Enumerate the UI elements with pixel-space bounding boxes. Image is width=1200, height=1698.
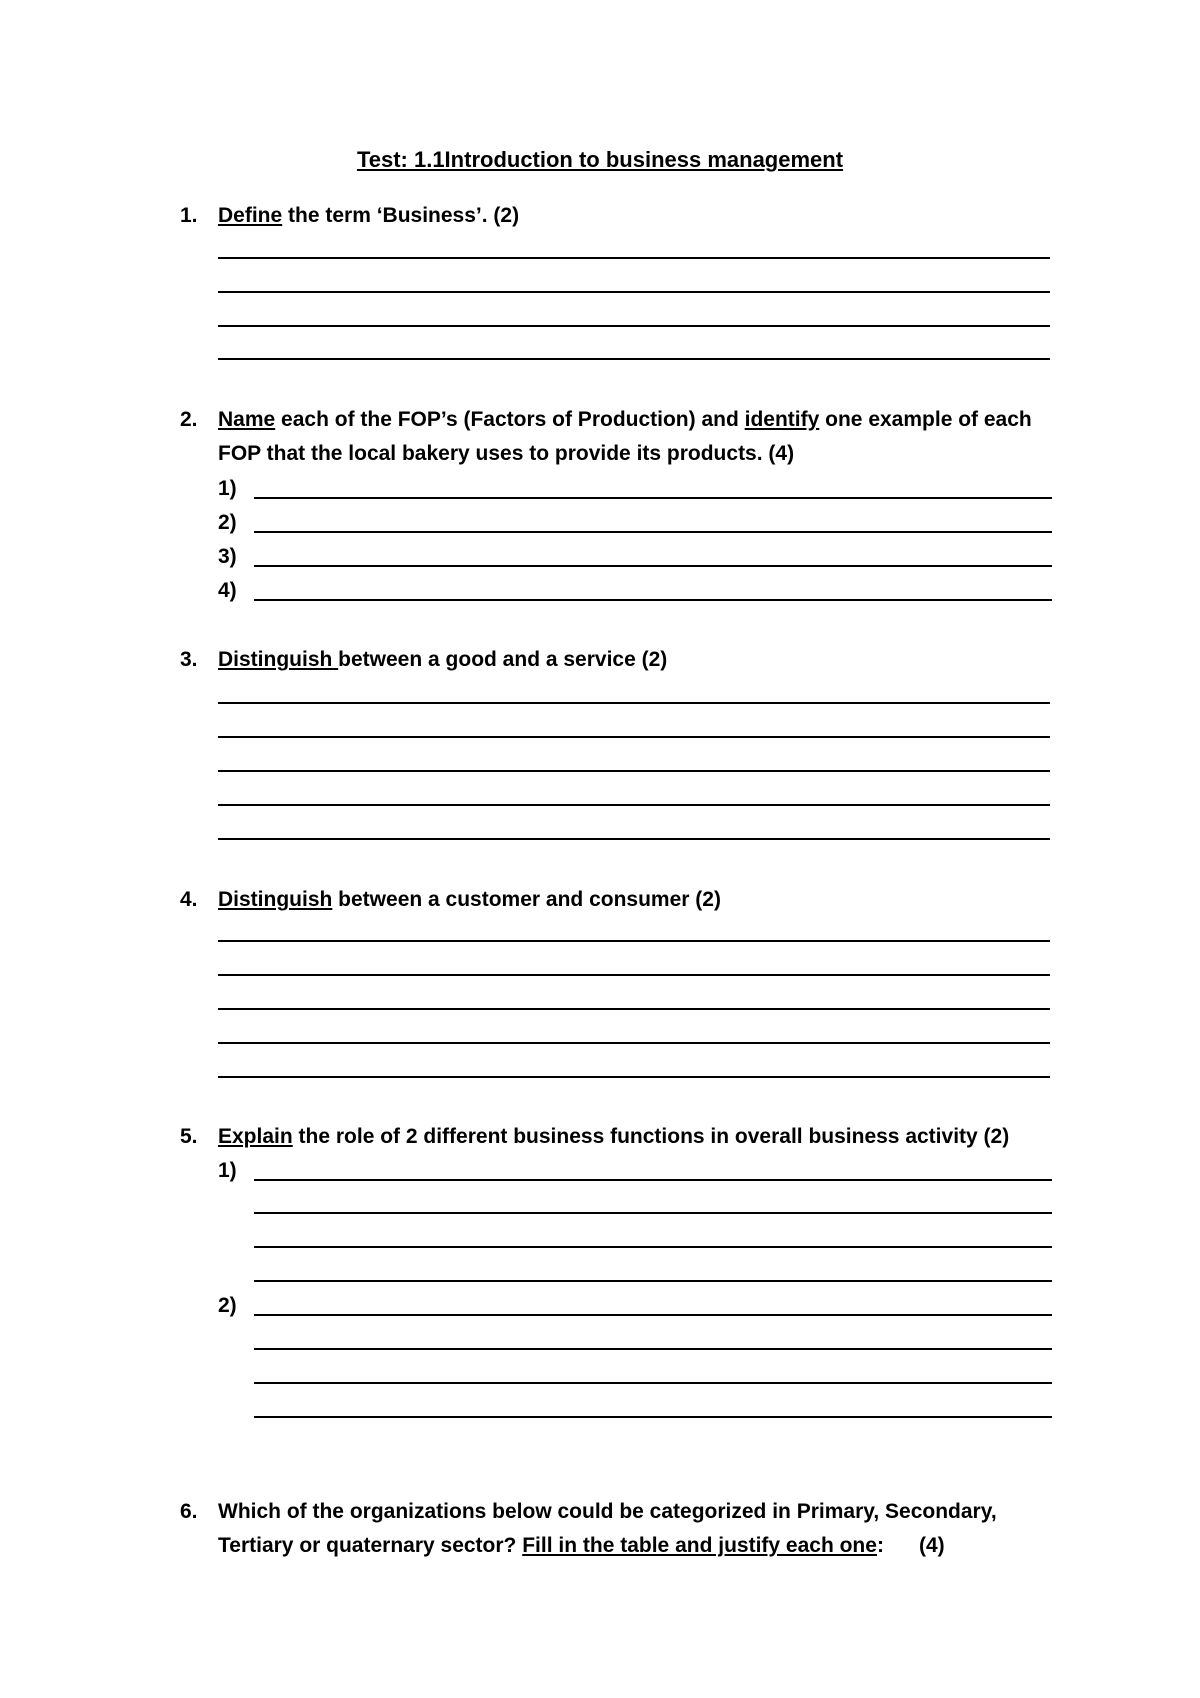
answer-line[interactable] xyxy=(218,838,1050,840)
answer-line[interactable] xyxy=(218,257,1050,259)
question-number: 1. xyxy=(180,204,198,227)
answer-line[interactable] xyxy=(218,1042,1050,1044)
answer-line[interactable] xyxy=(254,1314,1052,1316)
command-verb: identify xyxy=(744,408,820,431)
answer-line[interactable] xyxy=(254,1416,1052,1418)
answer-line[interactable] xyxy=(218,736,1050,738)
instruction-text: Fill in the table and justify each one xyxy=(522,1534,877,1557)
answer-label: 1) xyxy=(218,477,237,500)
question-number: 4. xyxy=(180,888,198,911)
answer-label: 2) xyxy=(218,1294,237,1317)
question-number: 6. xyxy=(180,1500,198,1523)
question-3 xyxy=(180,643,1060,677)
question-4 xyxy=(180,883,1060,917)
answer-line[interactable] xyxy=(254,565,1052,567)
answer-line[interactable] xyxy=(218,358,1050,360)
question-text: between a good and a service (2) xyxy=(338,648,668,671)
question-2 xyxy=(180,403,1060,471)
question-text: Which of the organizations below could be categorized in Primary, Secondary, xyxy=(218,1500,997,1523)
page-title: Test: 1.1Introduction to business management xyxy=(356,147,844,172)
question-text: between a customer and consumer (2) xyxy=(332,888,721,911)
command-verb: Distinguish xyxy=(218,888,333,911)
command-verb: Define xyxy=(218,204,283,227)
command-verb: Explain xyxy=(218,1125,293,1148)
answer-line[interactable] xyxy=(254,1179,1052,1181)
question-text: the term ‘Business’. (2) xyxy=(282,204,520,227)
question-text: each of the FOP’s (Factors of Production) and xyxy=(275,408,745,431)
answer-line[interactable] xyxy=(218,1008,1050,1010)
question-text: one example of each xyxy=(819,408,1032,431)
answer-label: 2) xyxy=(218,511,237,534)
answer-line[interactable] xyxy=(254,1382,1052,1384)
question-text: FOP that the local bakery uses to provide its products. (4) xyxy=(218,442,795,465)
question-text: the role of 2 different business functions in overall business activity (2) xyxy=(292,1125,1010,1148)
answer-line[interactable] xyxy=(218,325,1050,327)
question-5 xyxy=(180,1120,1060,1154)
command-verb: Distinguish xyxy=(218,648,339,671)
answer-line[interactable] xyxy=(254,1212,1052,1214)
answer-line[interactable] xyxy=(254,531,1052,533)
answer-line[interactable] xyxy=(254,1280,1052,1282)
question-6 xyxy=(180,1495,1060,1563)
answer-line[interactable] xyxy=(254,1348,1052,1350)
answer-line[interactable] xyxy=(218,940,1050,942)
question-text: : (4) xyxy=(876,1534,945,1557)
answer-label: 4) xyxy=(218,579,237,602)
answer-line[interactable] xyxy=(218,804,1050,806)
answer-line[interactable] xyxy=(254,599,1052,601)
answer-line[interactable] xyxy=(254,1246,1052,1248)
answer-label: 1) xyxy=(218,1159,237,1182)
answer-line[interactable] xyxy=(254,497,1052,499)
answer-line[interactable] xyxy=(218,702,1050,704)
answer-line[interactable] xyxy=(218,1076,1050,1078)
question-text: Tertiary or quaternary sector? xyxy=(218,1534,523,1557)
question-number: 5. xyxy=(180,1125,198,1148)
answer-label: 3) xyxy=(218,545,237,568)
answer-line[interactable] xyxy=(218,770,1050,772)
question-number: 2. xyxy=(180,408,198,431)
command-verb: Name xyxy=(218,408,276,431)
question-1 xyxy=(180,199,1060,233)
question-number: 3. xyxy=(180,648,198,671)
answer-line[interactable] xyxy=(218,974,1050,976)
answer-line[interactable] xyxy=(218,291,1050,293)
